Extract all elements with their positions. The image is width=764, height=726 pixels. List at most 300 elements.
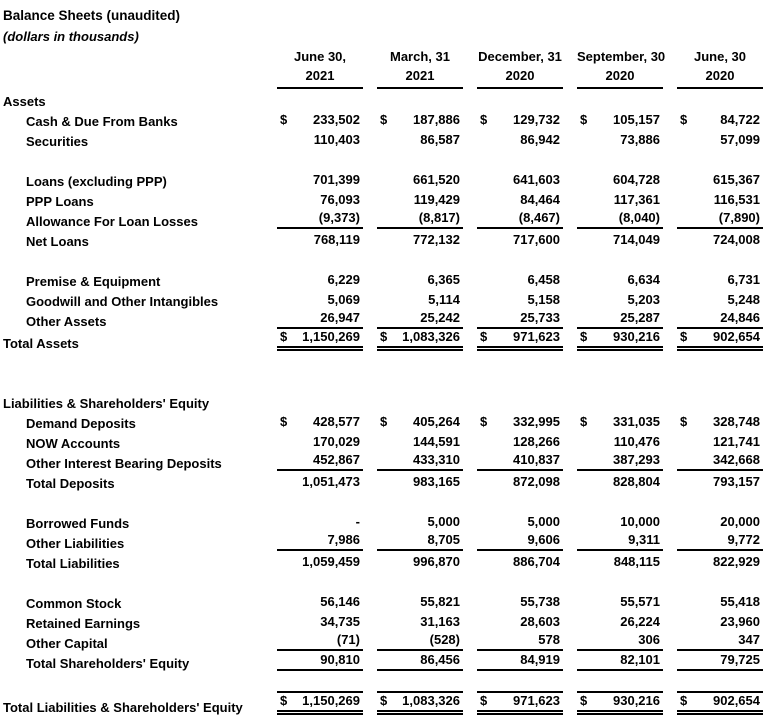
column-header-jun-2021 [263,47,363,89]
dollar-sign: $ [380,414,388,429]
row-label: Total Shareholders' Equity [26,656,190,671]
value-cell [463,189,563,209]
table-row [3,209,763,229]
cell-value: 768,119 [313,232,360,247]
page-title: Balance Sheets (unaudited) [3,8,181,23]
balance-sheet-body [3,89,763,715]
cell-value: 578 [538,632,560,647]
value-cell [563,511,663,531]
column-header-mar-2021 [363,47,463,89]
value-cell [663,591,763,611]
cell-value: 604,728 [613,172,660,187]
value-cell [663,329,763,351]
dollar-sign: $ [380,329,388,344]
value-cell [263,631,363,651]
dollar-sign: $ [480,693,488,708]
dollar-sign: $ [480,329,488,344]
value-cell [663,411,763,431]
cell-value: 55,571 [620,594,660,609]
value-cell [463,129,563,149]
table-row [3,189,763,209]
value-cell [663,309,763,329]
value-cell [563,169,663,189]
value-cell [663,229,763,249]
value-cell [363,289,463,309]
column-header-line2: 2021 [305,68,335,83]
row-label: Total Deposits [26,476,115,491]
cell-value: 342,668 [713,452,760,467]
table-row [3,89,763,109]
cell-value: 902,654 [713,693,760,708]
value-cell [363,691,463,715]
dollar-sign: $ [580,112,588,127]
value-cell [363,411,463,431]
table-row [3,249,763,269]
cell-value: 5,000 [527,514,560,529]
table-row [3,551,763,571]
cell-value: 1,150,269 [302,693,360,708]
value-cell [463,431,563,451]
cell-value: 5,000 [427,514,460,529]
value-cell [263,511,363,531]
cell-value: 1,059,459 [302,554,360,569]
row-label: Total Liabilities [26,556,120,571]
cell-value: 701,399 [313,172,360,187]
section-heading: Liabilities & Shareholders' Equity [3,396,210,411]
cell-value: 57,099 [720,132,760,147]
value-cell [563,531,663,551]
cell-value: 7,986 [327,532,360,547]
spacer-row [3,351,763,371]
value-cell [263,551,363,571]
cell-value: 332,995 [513,414,560,429]
table-header-row [3,47,763,89]
row-label: Retained Earnings [26,616,141,631]
row-label: Goodwill and Other Intangibles [26,294,219,309]
dollar-sign: $ [580,693,588,708]
cell-value: 5,158 [527,292,560,307]
cell-value: 6,458 [527,272,560,287]
cell-value: 328,748 [713,414,760,429]
cell-value: 6,731 [727,272,760,287]
value-cell [463,329,563,351]
value-cell [563,189,663,209]
value-cell [563,289,663,309]
table-row [3,631,763,651]
value-cell [363,329,463,351]
cell-value: 26,224 [620,614,660,629]
cell-value: (8,817) [418,210,460,225]
value-cell [663,269,763,289]
value-cell [363,209,463,229]
row-label: Cash & Due From Banks [26,114,178,129]
cell-value: 9,606 [527,532,560,547]
value-cell [663,611,763,631]
value-cell [663,189,763,209]
cell-value: (71) [336,632,360,647]
cell-value: 116,531 [713,192,760,207]
value-cell [563,129,663,149]
cell-value: 73,886 [620,132,660,147]
dollar-sign: $ [680,112,688,127]
cell-value: (9,373) [318,210,360,225]
spacer-row [3,249,763,269]
value-cell [663,451,763,471]
value-cell [363,471,463,491]
cell-value: 79,725 [720,652,760,667]
value-cell [663,209,763,229]
value-cell [563,431,663,451]
cell-value: 433,310 [413,452,460,467]
table-row [3,329,763,351]
value-cell [463,411,563,431]
row-label: PPP Loans [26,194,94,209]
column-header-line2: 2021 [405,68,435,83]
value-cell [363,309,463,329]
row-label: Borrowed Funds [26,516,130,531]
cell-value: 9,311 [628,532,660,547]
spacer-row [3,371,763,391]
cell-value: 233,502 [313,112,360,127]
cell-value: 55,738 [520,594,560,609]
value-cell [563,591,663,611]
value-cell [663,471,763,491]
value-cell [263,531,363,551]
cell-value: 971,623 [513,693,560,708]
cell-value: 1,150,269 [302,329,360,344]
table-row [3,471,763,491]
cell-value: 5,069 [327,292,360,307]
cell-value: 55,821 [420,594,460,609]
dollar-sign: $ [280,693,288,708]
table-row [3,531,763,551]
value-cell [563,229,663,249]
value-cell [663,511,763,531]
value-cell [563,691,663,715]
cell-value: 331,035 [613,414,660,429]
cell-value: 1,083,326 [402,693,460,708]
value-cell [463,289,563,309]
cell-value: 23,960 [720,614,760,629]
row-label: Total Assets [3,336,79,351]
cell-value: 902,654 [713,329,760,344]
value-cell [663,691,763,715]
row-label: Demand Deposits [26,416,136,431]
table-row [3,611,763,631]
cell-value: 996,870 [413,554,460,569]
value-cell [563,269,663,289]
cell-value: 8,705 [427,532,460,547]
column-header-line2: 2020 [705,68,735,83]
cell-value: 117,361 [613,192,660,207]
value-cell [463,691,563,715]
cell-value: (7,890) [718,210,760,225]
cell-value: 10,000 [620,514,660,529]
table-row [3,109,763,129]
value-cell [463,471,563,491]
spacer-row [3,671,763,691]
value-cell [263,451,363,471]
column-header-jun-2020 [663,47,763,89]
column-header-line1: September, 30 [577,49,666,64]
cell-value: 26,947 [320,310,360,325]
value-cell [463,631,563,651]
table-row [3,491,763,511]
value-cell [263,411,363,431]
cell-value: 90,810 [320,652,360,667]
value-cell [663,109,763,129]
value-cell [363,651,463,671]
cell-value: 84,464 [520,192,560,207]
cell-value: 306 [638,632,660,647]
value-cell [363,451,463,471]
cell-value: 347 [738,632,760,647]
value-cell [563,329,663,351]
cell-value: 9,772 [727,532,760,547]
cell-value: 886,704 [513,554,560,569]
cell-value: 187,886 [413,112,460,127]
table-row [3,571,763,591]
dollar-sign: $ [680,693,688,708]
value-cell [363,129,463,149]
value-cell [563,471,663,491]
cell-value: 144,591 [413,434,460,449]
cell-value: 56,146 [320,594,360,609]
table-row [3,411,763,431]
table-row [3,169,763,189]
page-subtitle: (dollars in thousands) [3,29,139,44]
cell-value: 387,293 [613,452,660,467]
row-label: Other Liabilities [26,536,125,551]
cell-value: 714,049 [613,232,660,247]
value-cell [363,551,463,571]
value-cell [463,269,563,289]
value-cell [663,551,763,571]
cell-value: 930,216 [613,693,660,708]
row-label: Other Interest Bearing Deposits [26,456,222,471]
header-spacer [3,47,263,89]
value-cell [263,691,363,715]
cell-value: 170,029 [313,434,360,449]
column-header-sep-2020 [563,47,666,89]
cell-value: 76,093 [320,192,360,207]
value-cell [563,651,663,671]
column-header-dec-2020 [463,47,563,89]
section-heading: Assets [3,94,46,109]
value-cell [463,651,563,671]
value-cell [263,129,363,149]
row-label: Premise & Equipment [26,274,161,289]
cell-value: 983,165 [413,474,460,489]
value-cell [563,309,663,329]
value-cell [663,531,763,551]
table-row [3,591,763,611]
cell-value: 772,132 [413,232,460,247]
value-cell [363,591,463,611]
cell-value: 25,733 [520,310,560,325]
cell-value: 428,577 [313,414,360,429]
value-cell [363,189,463,209]
table-row [3,229,763,249]
cell-value: 661,520 [413,172,460,187]
cell-value: 6,365 [427,272,460,287]
cell-value: 82,101 [620,652,660,667]
cell-value: 615,367 [713,172,760,187]
cell-value: 84,722 [720,112,760,127]
spacer-row [3,571,763,591]
value-cell [663,631,763,651]
dollar-sign: $ [380,693,388,708]
value-cell [363,169,463,189]
row-label: Allowance For Loan Losses [26,214,198,229]
dollar-sign: $ [480,414,488,429]
table-row [3,391,763,411]
column-header-line1: June, 30 [693,49,747,64]
row-label: Common Stock [26,596,122,611]
cell-value: 128,266 [513,434,560,449]
cell-value: - [355,514,360,529]
value-cell [663,431,763,451]
cell-value: 110,403 [313,132,360,147]
cell-value: 717,600 [513,232,560,247]
value-cell [363,229,463,249]
value-cell [263,289,363,309]
spacer-row [3,149,763,169]
cell-value: 86,942 [520,132,560,147]
cell-value: 452,867 [313,452,360,467]
cell-value: 5,203 [627,292,660,307]
dollar-sign: $ [380,112,388,127]
value-cell [463,309,563,329]
cell-value: 6,634 [627,272,660,287]
row-label: Other Assets [26,314,107,329]
value-cell [363,109,463,129]
cell-value: 121,741 [713,434,760,449]
value-cell [463,451,563,471]
value-cell [263,309,363,329]
cell-value: 930,216 [613,329,660,344]
value-cell [463,109,563,129]
dollar-sign: $ [680,414,688,429]
table-row [3,269,763,289]
cell-value: 724,008 [713,232,760,247]
dollar-sign: $ [280,414,288,429]
cell-value: 86,587 [420,132,460,147]
cell-value: (528) [429,632,460,647]
value-cell [363,511,463,531]
cell-value: (8,040) [618,210,660,225]
cell-value: 1,083,326 [402,329,460,344]
spacer-row [3,491,763,511]
value-cell [363,431,463,451]
cell-value: 971,623 [513,329,560,344]
cell-value: 848,115 [613,554,660,569]
value-cell [363,611,463,631]
table-row [3,309,763,329]
value-cell [663,169,763,189]
cell-value: 872,098 [513,474,560,489]
value-cell [463,611,563,631]
value-cell [463,591,563,611]
cell-value: (8,467) [518,210,560,225]
column-header-line2: 2020 [605,68,635,83]
value-cell [263,109,363,129]
value-cell [563,209,663,229]
value-cell [263,229,363,249]
value-cell [263,651,363,671]
cell-value: 105,157 [613,112,660,127]
table-row [3,371,763,391]
cell-value: 405,264 [413,414,460,429]
cell-value: 5,114 [428,292,460,307]
row-label: Total Liabilities & Shareholders' Equity [3,700,243,715]
value-cell [263,189,363,209]
table-row [3,431,763,451]
value-cell [363,631,463,651]
row-label: Net Loans [26,234,89,249]
value-cell [263,591,363,611]
cell-value: 25,242 [420,310,460,325]
value-cell [263,611,363,631]
value-cell [263,209,363,229]
value-cell [563,611,663,631]
value-cell [463,551,563,571]
value-cell [463,229,563,249]
table-row [3,129,763,149]
cell-value: 641,603 [513,172,560,187]
column-header-line1: December, 31 [478,49,562,64]
value-cell [363,531,463,551]
cell-value: 822,929 [713,554,760,569]
cell-value: 55,418 [720,594,760,609]
cell-value: 86,456 [420,652,460,667]
table-row [3,651,763,671]
value-cell [663,289,763,309]
column-header-line1: March, 31 [390,49,450,64]
dollar-sign: $ [280,112,288,127]
table-row [3,451,763,471]
dollar-sign: $ [280,329,288,344]
cell-value: 24,846 [720,310,760,325]
cell-value: 119,429 [413,192,460,207]
value-cell [563,631,663,651]
table-row [3,289,763,309]
table-row [3,351,763,371]
cell-value: 25,287 [620,310,660,325]
table-row [3,511,763,531]
cell-value: 5,248 [727,292,760,307]
cell-value: 1,051,473 [302,474,360,489]
value-cell [663,129,763,149]
value-cell [263,471,363,491]
value-cell [263,431,363,451]
cell-value: 828,804 [613,474,660,489]
value-cell [463,169,563,189]
value-cell [363,269,463,289]
value-cell [463,531,563,551]
cell-value: 28,603 [520,614,560,629]
table-row [3,149,763,169]
cell-value: 20,000 [720,514,760,529]
value-cell [563,551,663,571]
row-label: Other Capital [26,636,108,651]
dollar-sign: $ [480,112,488,127]
row-label: NOW Accounts [26,436,121,451]
balance-sheet-table [3,47,763,715]
cell-value: 34,735 [320,614,360,629]
value-cell [263,269,363,289]
dollar-sign: $ [680,329,688,344]
